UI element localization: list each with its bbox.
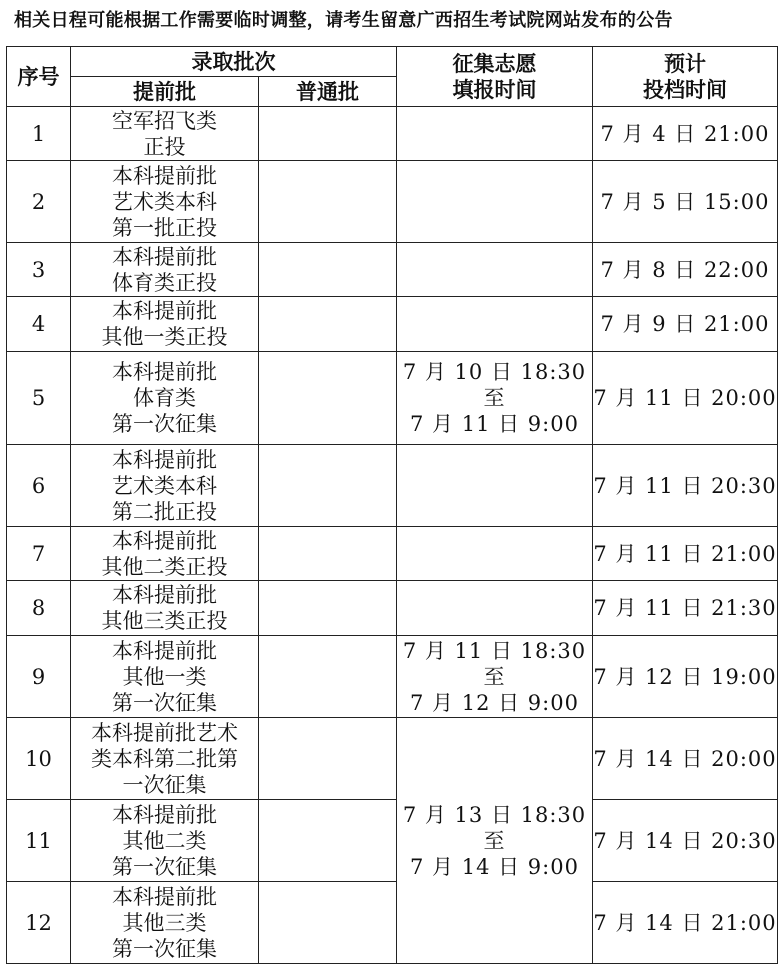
table-row (7, 636, 778, 718)
header-batch-early: 提前批 (71, 77, 259, 107)
header-batch-group: 录取批次 (71, 47, 397, 77)
batch-normal-cell (259, 581, 397, 636)
fill-time-cell (397, 161, 593, 243)
batch-early-cell: 本科提前批 艺术类本科 第一批正投 (71, 161, 259, 243)
deliver-time-cell: 7 月 14 日 20:30 (593, 800, 778, 882)
fill-time-cell: 7 月 10 日 18:30 至 7 月 11 日 9:00 (397, 352, 593, 445)
row-number: 10 (7, 718, 71, 800)
header-row-1 (7, 47, 778, 77)
table-row (7, 718, 778, 800)
batch-early-cell: 本科提前批 其他三类正投 (71, 581, 259, 636)
deliver-time-cell: 7 月 14 日 20:00 (593, 718, 778, 800)
batch-early-cell: 本科提前批 其他一类 第一次征集 (71, 636, 259, 718)
batch-early-cell: 本科提前批 体育类正投 (71, 243, 259, 297)
row-number: 3 (7, 243, 71, 297)
row-number: 5 (7, 352, 71, 445)
row-number: 7 (7, 527, 71, 581)
deliver-time-cell: 7 月 5 日 15:00 (593, 161, 778, 243)
header-fill-time: 征集志愿 填报时间 (397, 47, 593, 107)
batch-normal-cell (259, 243, 397, 297)
batch-normal-cell (259, 352, 397, 445)
fill-time-cell (397, 581, 593, 636)
table-row (7, 527, 778, 581)
fill-time-cell (397, 243, 593, 297)
fill-time-cell (397, 527, 593, 581)
batch-normal-cell (259, 107, 397, 161)
table-row (7, 581, 778, 636)
table-row (7, 161, 778, 243)
table-row (7, 243, 778, 297)
header-batch-normal: 普通批 (259, 77, 397, 107)
deliver-time-cell: 7 月 11 日 21:00 (593, 527, 778, 581)
table-row (7, 882, 778, 964)
header-seq: 序号 (7, 47, 71, 107)
row-number: 4 (7, 297, 71, 352)
row-number: 2 (7, 161, 71, 243)
batch-early-cell: 本科提前批 艺术类本科 第二批正投 (71, 445, 259, 527)
deliver-time-cell: 7 月 11 日 20:30 (593, 445, 778, 527)
fill-time-cell: 7 月 11 日 18:30 至 7 月 12 日 9:00 (397, 636, 593, 718)
table-row (7, 107, 778, 161)
batch-normal-cell (259, 297, 397, 352)
row-number: 12 (7, 882, 71, 964)
fill-time-cell (397, 445, 593, 527)
fill-time-cell-merged: 7 月 13 日 18:30 至 7 月 14 日 9:00 (397, 718, 593, 964)
batch-normal-cell (259, 445, 397, 527)
header-deliver-time: 预计 投档时间 (593, 47, 778, 107)
table-row (7, 297, 778, 352)
batch-normal-cell (259, 882, 397, 964)
row-number: 9 (7, 636, 71, 718)
batch-normal-cell (259, 527, 397, 581)
batch-early-cell: 本科提前批 体育类 第一次征集 (71, 352, 259, 445)
batch-normal-cell (259, 800, 397, 882)
fill-time-cell (397, 107, 593, 161)
deliver-time-cell: 7 月 11 日 20:00 (593, 352, 778, 445)
deliver-time-cell: 7 月 9 日 21:00 (593, 297, 778, 352)
fill-time-cell (397, 297, 593, 352)
batch-normal-cell (259, 161, 397, 243)
deliver-time-cell: 7 月 14 日 21:00 (593, 882, 778, 964)
table-row (7, 352, 778, 445)
deliver-time-cell: 7 月 11 日 21:30 (593, 581, 778, 636)
batch-early-cell: 本科提前批 其他三类 第一次征集 (71, 882, 259, 964)
table-row (7, 800, 778, 882)
batch-normal-cell (259, 636, 397, 718)
batch-early-cell: 空军招飞类 正投 (71, 107, 259, 161)
deliver-time-cell: 7 月 8 日 22:00 (593, 243, 778, 297)
batch-early-cell: 本科提前批艺术 类本科第二批第 一次征集 (71, 718, 259, 800)
batch-normal-cell (259, 718, 397, 800)
row-number: 1 (7, 107, 71, 161)
schedule-table (6, 46, 778, 964)
notice-text: 相关日程可能根据工作需要临时调整，请考生留意广西招生考试院网站发布的公告 (14, 10, 673, 31)
row-number: 6 (7, 445, 71, 527)
row-number: 8 (7, 581, 71, 636)
deliver-time-cell: 7 月 4 日 21:00 (593, 107, 778, 161)
batch-early-cell: 本科提前批 其他二类 第一次征集 (71, 800, 259, 882)
deliver-time-cell: 7 月 12 日 19:00 (593, 636, 778, 718)
table-row (7, 445, 778, 527)
batch-early-cell: 本科提前批 其他一类正投 (71, 297, 259, 352)
batch-early-cell: 本科提前批 其他二类正投 (71, 527, 259, 581)
row-number: 11 (7, 800, 71, 882)
